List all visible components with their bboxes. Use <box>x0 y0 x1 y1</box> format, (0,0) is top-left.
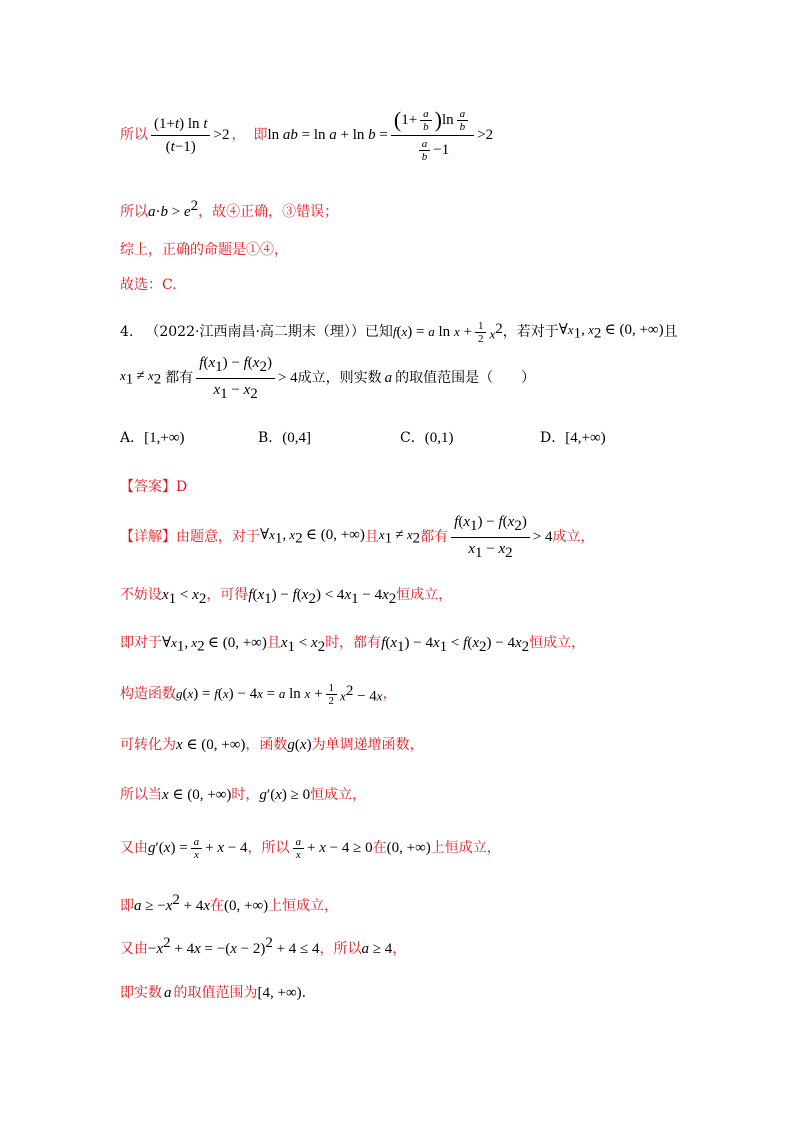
question-source: （2022·江西南昌·高二期末（理））已知 <box>145 324 393 340</box>
text-suoyi-2: 所以 <box>120 204 148 220</box>
detail-line-10: 即实数 a 的取值范围为[4, +∞). <box>120 985 307 1001</box>
text-suoyi: 所以 <box>120 127 148 143</box>
detail-line-4: 构造函数 g(x) = f(x) − 4x = a ln x + $\frac{1}{2}$ $x^2 - 4x$ ， <box>120 681 397 707</box>
text-sep: ， <box>231 127 246 143</box>
fraction-t: $\frac{\text{(1+t) ln t}}{(t-1)}$ <box>151 115 210 156</box>
option-d: D．[4,+∞) <box>540 430 606 446</box>
detail-line-6: 所以当x ∈ (0, +∞)时，g′(x) ≥ 0恒成立， <box>120 787 367 803</box>
detail-line-8: 即$a \ge -x^2 + 4x$在(0, +∞)上恒成立， <box>120 892 339 914</box>
option-c: C．(0,1) <box>400 430 454 446</box>
text-ji: 即 <box>253 127 268 143</box>
line-ab-e2: 所以$a\cdot b > e^2$，故④正确，③错误； <box>120 198 339 220</box>
question-number: 4. <box>120 324 134 340</box>
line-summary: 综上，正确的命题是①④， <box>120 242 288 258</box>
detail-line-3: 即对于$\forall x_1$, $x_2$ ∈ (0, +∞)且$x_1 < x_2$时，都有$f(x_1) - 4x_1 < f(x_2) - 4x_2$恒成立， <box>120 635 586 655</box>
detail-line-7: 又由 g′(x) = $\frac{a}{x}$ + x − 4 ，所以 $\frac{a}{x}$ + x − 4 ≥ 0 在 (0, +∞) 上恒成立， <box>120 835 501 861</box>
detail-line-1: 【详解】 由题意，对于 $\forall x_1$, $x_2$ ∈ (0, +∞) 且 $x_1 \ne x_2$ 都有 $\frac{f(x_1) - f(x_2)}{x_1 - x_2}$ > 4 成立， <box>120 513 595 561</box>
question-line-1: 4. （2022·江西南昌·高二期末（理））已知 f(x) = a ln x + $\frac{1}{2}$ $x^2$ ，若对于 $\forall x_1$, $x_2$ ∈ (0, +∞) 且 <box>120 319 678 345</box>
formula-ln-ab: ln ab = ln a + ln b = <box>267 127 388 143</box>
detail-line-2: 不妨设$x_1 < x_2$，可得$f(x_1) - f(x_2) < 4x_1 - 4x_2$恒成立， <box>120 587 453 607</box>
answer-tag: 【答案】 <box>120 479 176 495</box>
line-choice: 故选：C. <box>120 277 177 293</box>
question-line-2: $x_1 \ne x_2$ 都有 $\frac{f(x_1) - f(x_2)}{x_1 - x_2}$ > 4 成立，则实数 a 的取值范围是（ ） <box>120 354 536 402</box>
gt-value-1: 2 <box>221 127 230 143</box>
gt-sign: > <box>213 127 222 143</box>
option-a: A．[1,+∞) <box>120 430 185 446</box>
fraction-ab: ( 1+ $\frac{a}{b}$ ) ln $\frac{a}{b}$ $\frac{a}{b}$ −1 <box>391 108 474 163</box>
answer-value: D <box>176 479 188 495</box>
detail-line-9: 又由$-x^2 + 4x = -(x - 2)^2 + 4 \le 4$，所以a ≥ 4， <box>120 935 407 957</box>
gt-value-2: 2 <box>485 127 494 143</box>
answer-line <box>120 477 187 497</box>
detail-line-5: 可转化为x ∈ (0, +∞)，函数g(x)为单调递增函数， <box>120 737 424 753</box>
text-conclusion: ，故④正确，③错误； <box>198 204 339 220</box>
option-b: B．(0,4] <box>258 430 312 446</box>
line-ln-ab: 所以 $\frac{\text{(1+t) ln t}}{(t-1)}$ > 2 ， 即 ln ab = ln a + ln b = ( 1+ $\frac{a}{b}$ ) ln $\frac{a}{b}$ $\frac{a}{b}$ −1 > 2 <box>120 107 494 163</box>
